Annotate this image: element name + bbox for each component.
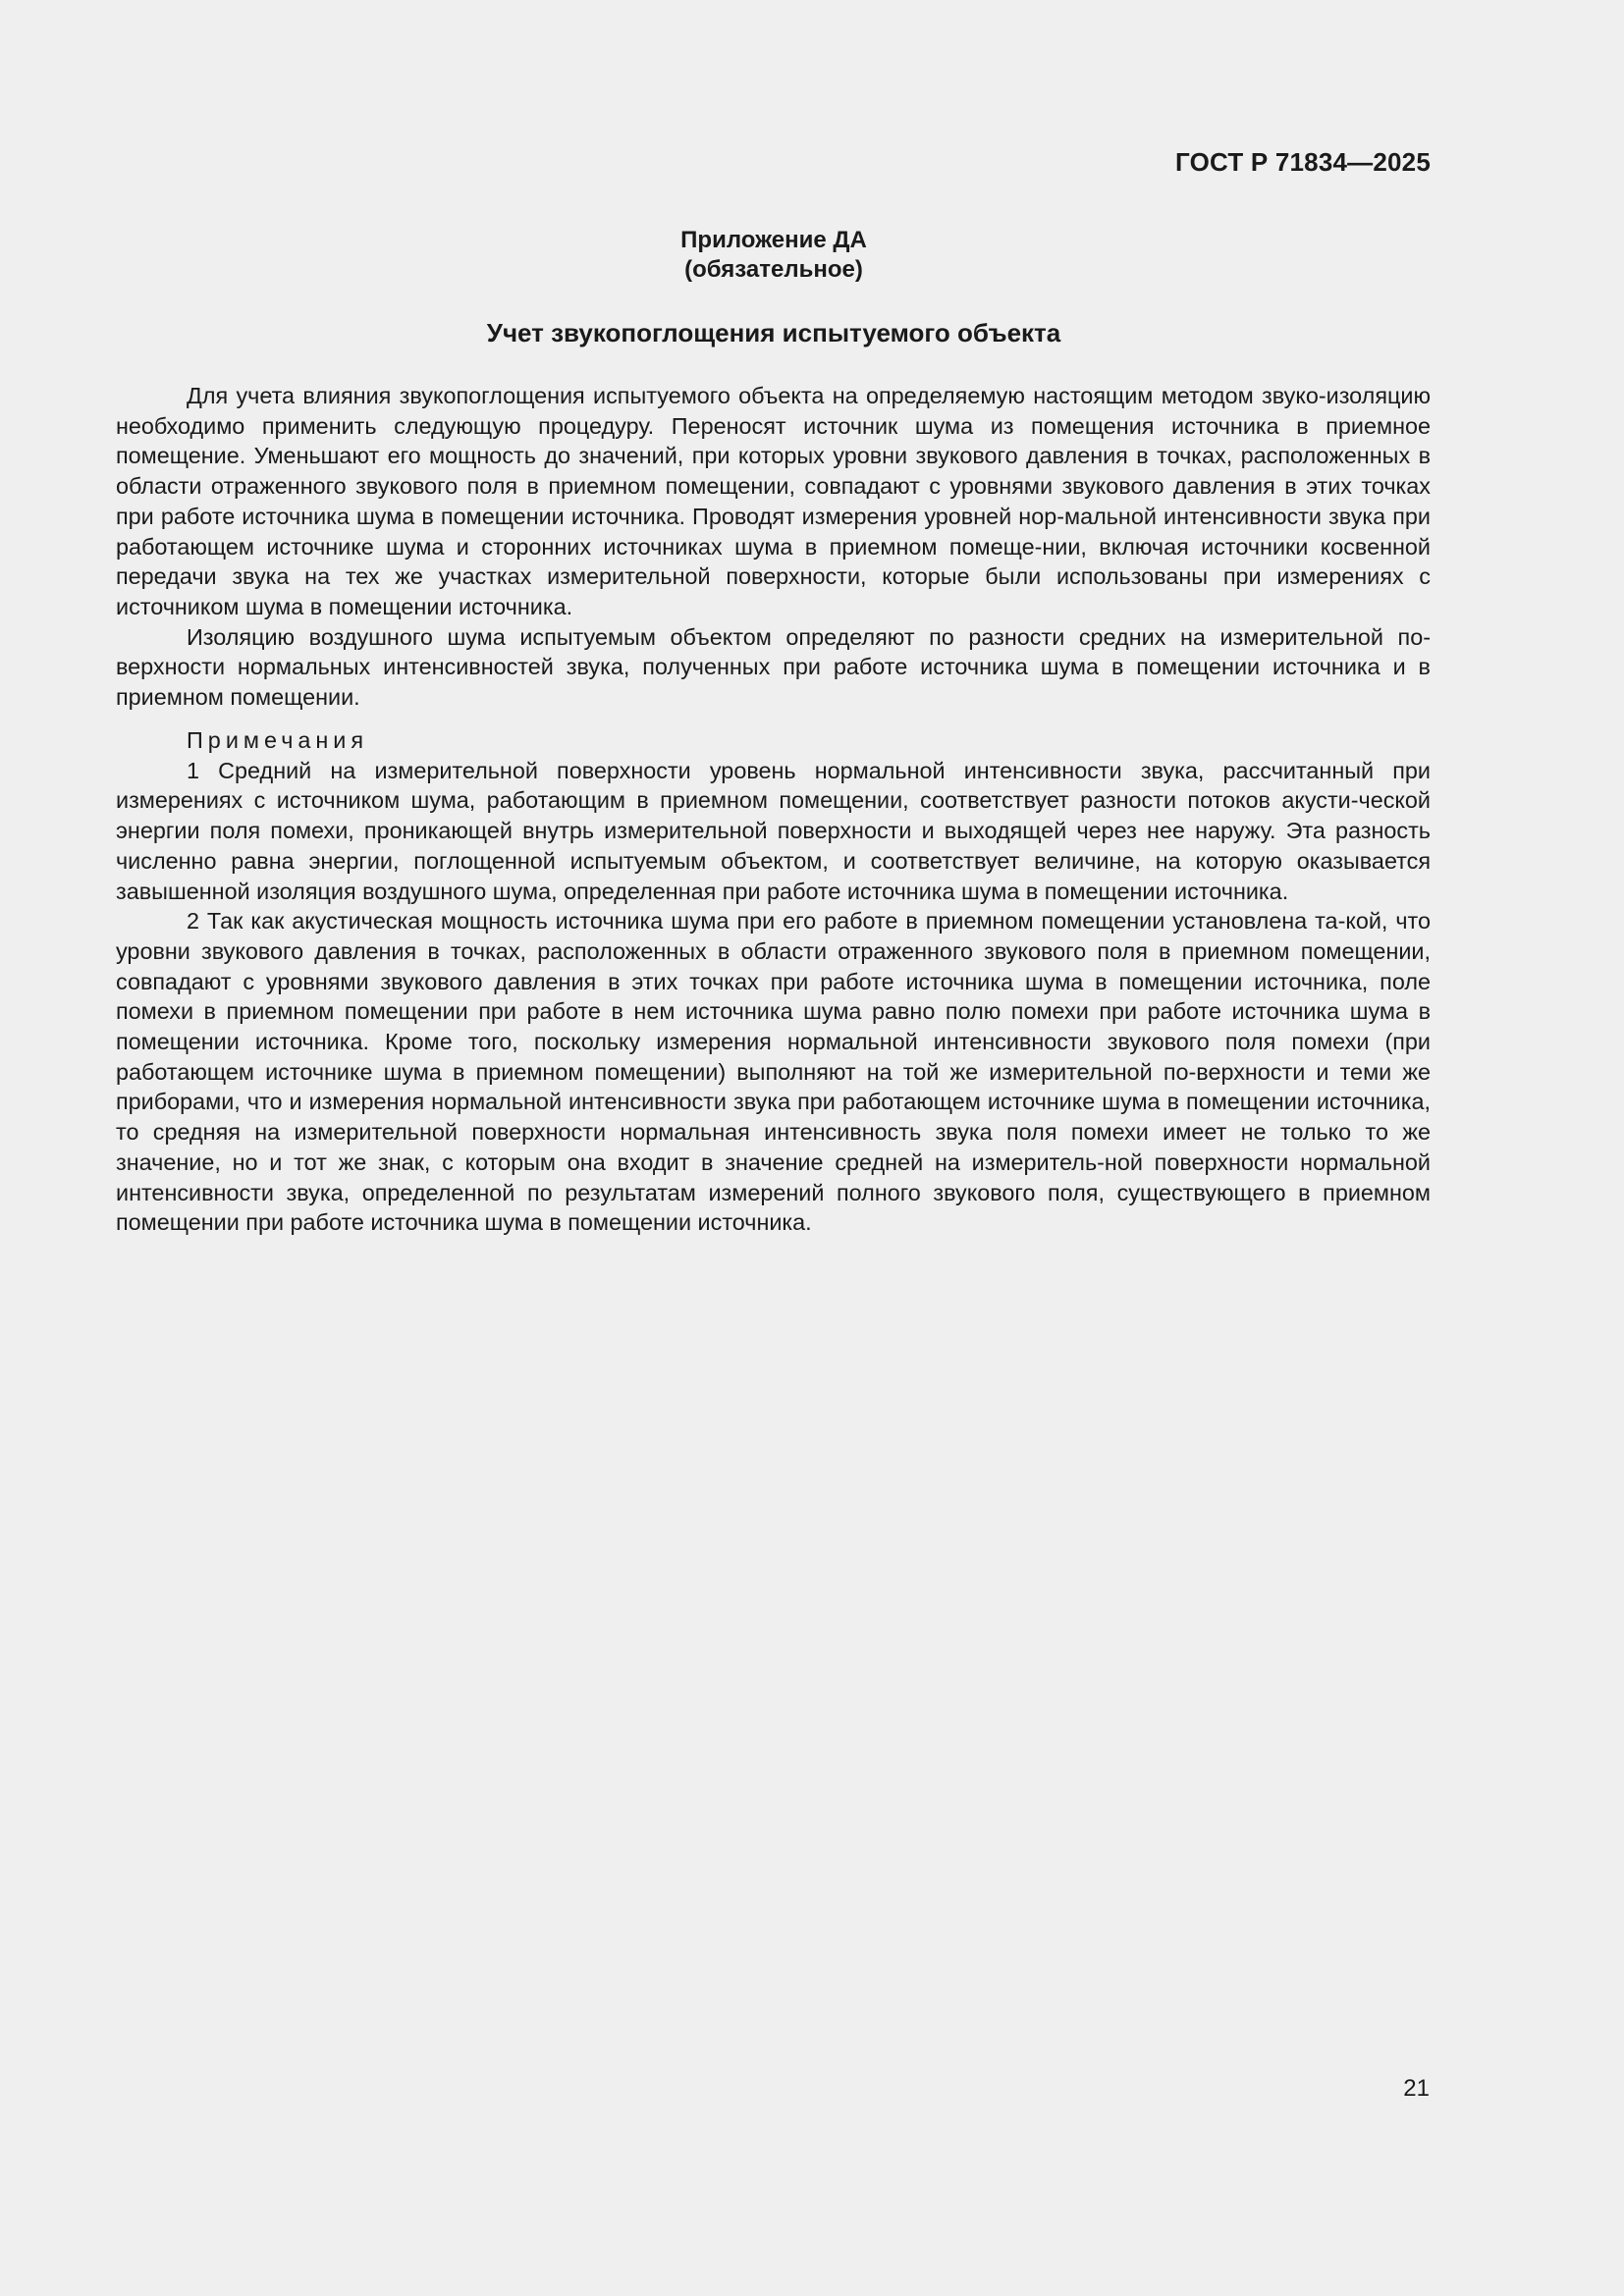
body-paragraph: Для учета влияния звукопоглощения испытуемого объекта на определяемую настоящим методом звуко-изоляцию необходимо применить следующую процедуру. Переносят источник шума из помещения источника в приемное помещение. Уменьшают его мощность до значений, при которых уровни звукового давления в точках, расположенных в области отраженного звукового поля в приемном помещении, совпадают с уровнями звукового давления в этих точках при работе источника шума в помещении источника. Проводят измерения уровней нор-мальной интенсивности звука при работающем источнике шума и сторонних источниках шума в приемном помеще-нии, включая источники косвенной передачи звука на тех же участках измерительной поверхности, которые были использованы при измерениях с источником шума в помещении источника. — [116, 383, 1431, 619]
appendix-heading — [116, 226, 1432, 285]
document-code: ГОСТ Р 71834—2025 — [1175, 147, 1431, 177]
appendix-label: Приложение ДА — [680, 227, 867, 253]
note-item: 1 Средний на измерительной поверхности уровень нормальной интенсивности звука, рассчитанный при измерениях с источником шума, работающим в приемном помещении, соответствует разности потоков акусти-ческой энергии поля помехи, проникающей внутрь измерительной поверхности и выходящей через нее наружу. Эта разность численно равна энергии, поглощенной испытуемым объектом, и соответствует величине, на которую оказывается завышенной изоляция воздушного шума, определенная при работе источника шума в помещении источника. — [116, 757, 1431, 904]
body-text — [116, 381, 1431, 713]
appendix-status: (обязательное) — [684, 256, 863, 283]
section-title: Учет звукопоглощения испытуемого объекта — [486, 318, 1061, 347]
page-number: 21 — [1403, 2075, 1430, 2102]
note-item: 2 Так как акустическая мощность источника шума при его работе в приемном помещении установлена та-кой, что уровни звукового давления в точках, расположенных в области отраженного звукового поля в приемном помещении, совпадают с уровнями звукового давления в этих точках при работе источника шума в помещении источника, поле помехи в приемном помещении при работе в нем источника шума равно полю помехи при работе источника шума в помещении источника. Кроме того, поскольку измерения нормальной интенсивности звукового поля помехи (при работающем источнике шума в приемном помещении) выполняют на той же измерительной по-верхности и теми же приборами, что и измерения нормальной интенсивности звука при работающем источнике шума в помещении источника, то средняя на измерительной поверхности нормальная интенсивность звука поля помехи имеет не только то же значение, но и тот же знак, с которым она входит в значение средней на измеритель-ной поверхности нормальной интенсивности звука, определенной по результатам измерений полного звукового поля, существующего в приемном помещении при работе источника шума в помещении источника. — [116, 908, 1431, 1236]
body-paragraph: Изоляцию воздушного шума испытуемым объектом определяют по разности средних на измерительной по-верхности нормальных интенсивностей звука, полученных при работе источника шума в помещении источника и в приемном помещении. — [116, 623, 1431, 711]
notes-heading: Примечания — [187, 727, 369, 753]
notes-section — [116, 725, 1431, 1238]
